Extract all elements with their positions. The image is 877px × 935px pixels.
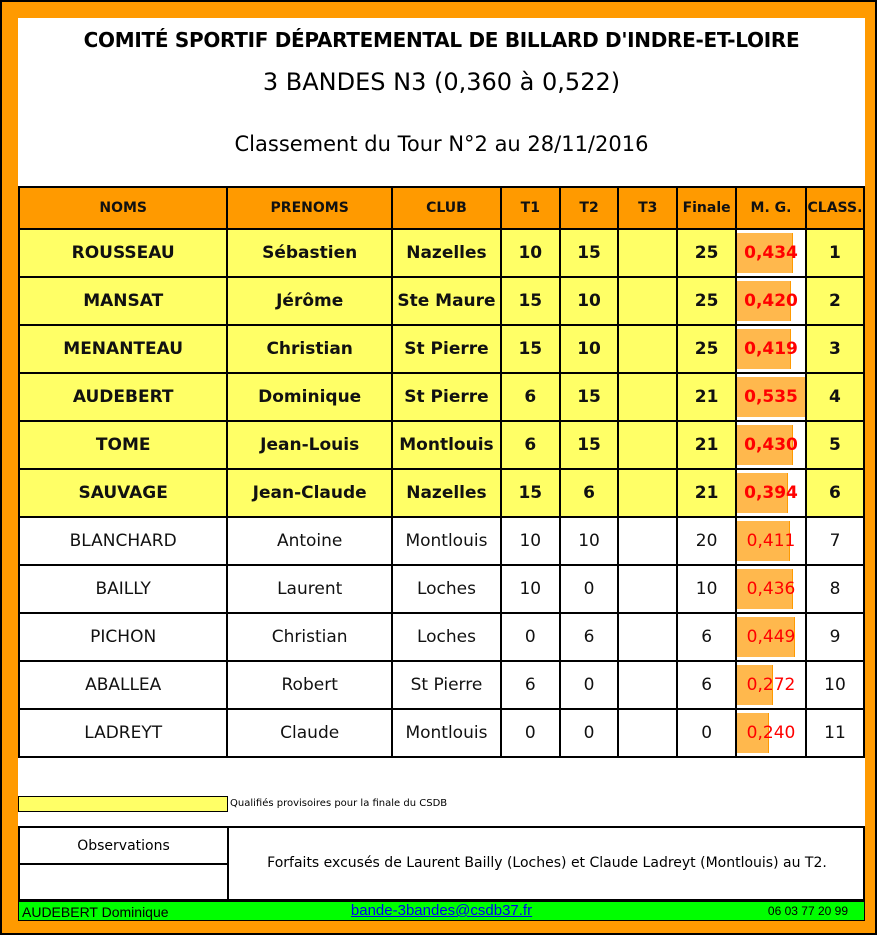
mg-value: 0,272 [746,675,796,695]
cell-t3 [618,277,677,325]
cell-class: 9 [806,613,864,661]
cell-t1: 15 [501,325,560,373]
cell-prenom: Jean-Louis [227,421,392,469]
mg-value: 0,434 [744,243,798,263]
cell-t3 [618,325,677,373]
cell-club: Loches [392,613,501,661]
cell-t2: 0 [560,661,619,709]
cell-class: 3 [806,325,864,373]
cell-finale: 6 [677,613,736,661]
mg-value: 0,240 [746,723,796,743]
footer-author: AUDEBERT Dominique [22,904,169,920]
col-header-noms: NOMS [19,187,227,229]
cell-t3 [618,421,677,469]
cell-class: 2 [806,277,864,325]
cell-mg [736,469,806,517]
cell-t2: 15 [560,229,619,277]
table-row [19,325,864,373]
cell-mg [736,709,806,757]
cell-class: 8 [806,565,864,613]
cell-prenom: Jean-Claude [227,469,392,517]
cell-mg [736,517,806,565]
cell-t2: 10 [560,325,619,373]
cell-nom: SAUVAGE [19,469,227,517]
cell-finale: 21 [677,469,736,517]
cell-class: 11 [806,709,864,757]
cell-nom: MANSAT [19,277,227,325]
cell-t1: 15 [501,277,560,325]
table-row [19,421,864,469]
cell-nom: MENANTEAU [19,325,227,373]
cell-mg [736,613,806,661]
cell-t1: 10 [501,229,560,277]
cell-prenom: Dominique [227,373,392,421]
table-row [19,229,864,277]
cell-finale: 10 [677,565,736,613]
mg-value: 0,411 [746,531,796,551]
observations-spacer [20,865,229,899]
mg-value: 0,394 [744,483,798,503]
mg-value: 0,430 [744,435,798,455]
cell-finale: 0 [677,709,736,757]
cell-nom: BLANCHARD [19,517,227,565]
table-row [19,277,864,325]
col-header-finale: Finale [677,187,736,229]
col-header-t2: T2 [560,187,619,229]
cell-t3 [618,709,677,757]
cell-club: Ste Maure [392,277,501,325]
cell-t2: 10 [560,517,619,565]
cell-nom: TOME [19,421,227,469]
cell-t2: 10 [560,277,619,325]
cell-class: 6 [806,469,864,517]
observations-box [18,826,865,901]
cell-class: 4 [806,373,864,421]
cell-prenom: Jérôme [227,277,392,325]
footer-bar [18,901,865,921]
qualified-legend-text: Qualifiés provisoires pour la finale du CSDB [230,798,448,809]
cell-t1: 6 [501,661,560,709]
category-title: 3 BANDES N3 (0,360 à 0,522) [262,68,621,96]
cell-t3 [618,613,677,661]
footer-phone: 06 03 77 20 99 [767,904,848,918]
cell-t3 [618,469,677,517]
cell-finale: 25 [677,229,736,277]
cell-prenom: Christian [227,613,392,661]
col-header-club: CLUB [392,187,501,229]
cell-finale: 20 [677,517,736,565]
cell-prenom: Claude [227,709,392,757]
observations-text: Forfaits excusés de Laurent Bailly (Loches) et Claude Ladreyt (Montlouis) au T2. [267,855,827,871]
cell-t2: 0 [560,709,619,757]
results-sheet [18,18,865,921]
cell-t1: 0 [501,709,560,757]
cell-t2: 6 [560,613,619,661]
col-header-prenoms: PRENOMS [227,187,392,229]
cell-t3 [618,565,677,613]
cell-mg [736,565,806,613]
cell-mg [736,661,806,709]
cell-prenom: Laurent [227,565,392,613]
cell-finale: 25 [677,277,736,325]
cell-mg [736,277,806,325]
cell-class: 7 [806,517,864,565]
observations-label: Observations [20,828,229,865]
cell-class: 1 [806,229,864,277]
cell-nom: ABALLEA [19,661,227,709]
cell-club: Montlouis [392,709,501,757]
col-header-class: CLASS. [806,187,864,229]
mg-value: 0,535 [744,387,798,407]
col-header-mg: M. G. [736,187,806,229]
cell-t2: 0 [560,565,619,613]
cell-nom: LADREYT [19,709,227,757]
table-row [19,565,864,613]
table-row [19,661,864,709]
table-row [19,613,864,661]
mg-value: 0,420 [744,291,798,311]
ranking-table [18,186,865,758]
cell-t3 [618,229,677,277]
table-header-row [19,187,864,229]
cell-nom: PICHON [19,613,227,661]
cell-finale: 21 [677,373,736,421]
cell-prenom: Antoine [227,517,392,565]
cell-t2: 15 [560,373,619,421]
cell-t1: 0 [501,613,560,661]
cell-t1: 15 [501,469,560,517]
cell-club: Nazelles [392,469,501,517]
cell-finale: 6 [677,661,736,709]
cell-finale: 21 [677,421,736,469]
cell-club: St Pierre [392,661,501,709]
qualified-legend-swatch [18,796,228,812]
cell-t1: 10 [501,565,560,613]
table-row [19,709,864,757]
cell-club: Loches [392,565,501,613]
cell-club: Montlouis [392,421,501,469]
col-header-t1: T1 [501,187,560,229]
cell-club: Nazelles [392,229,501,277]
cell-mg [736,325,806,373]
cell-club: St Pierre [392,325,501,373]
cell-prenom: Sébastien [227,229,392,277]
cell-t2: 15 [560,421,619,469]
cell-nom: AUDEBERT [19,373,227,421]
cell-t1: 6 [501,373,560,421]
ranking-subtitle: Classement du Tour N°2 au 28/11/2016 [234,132,649,156]
table-row [19,469,864,517]
cell-prenom: Christian [227,325,392,373]
table-row [19,517,864,565]
cell-mg [736,421,806,469]
cell-class: 5 [806,421,864,469]
cell-mg [736,373,806,421]
cell-prenom: Robert [227,661,392,709]
cell-t3 [618,517,677,565]
cell-finale: 25 [677,325,736,373]
mg-value: 0,436 [746,579,796,599]
cell-t1: 6 [501,421,560,469]
cell-nom: ROUSSEAU [19,229,227,277]
footer-email-link[interactable]: bande-3bandes@csdb37.fr [350,902,533,919]
mg-value: 0,449 [746,627,796,647]
table-row [19,373,864,421]
col-header-t3: T3 [618,187,677,229]
cell-club: Montlouis [392,517,501,565]
cell-nom: BAILLY [19,565,227,613]
cell-t2: 6 [560,469,619,517]
mg-value: 0,419 [744,339,798,359]
cell-t3 [618,661,677,709]
cell-club: St Pierre [392,373,501,421]
cell-mg [736,229,806,277]
committee-title: COMITÉ SPORTIF DÉPARTEMENTAL DE BILLARD D'INDRE-ET-LOIRE [83,28,800,52]
cell-t1: 10 [501,517,560,565]
cell-class: 10 [806,661,864,709]
cell-t3 [618,373,677,421]
